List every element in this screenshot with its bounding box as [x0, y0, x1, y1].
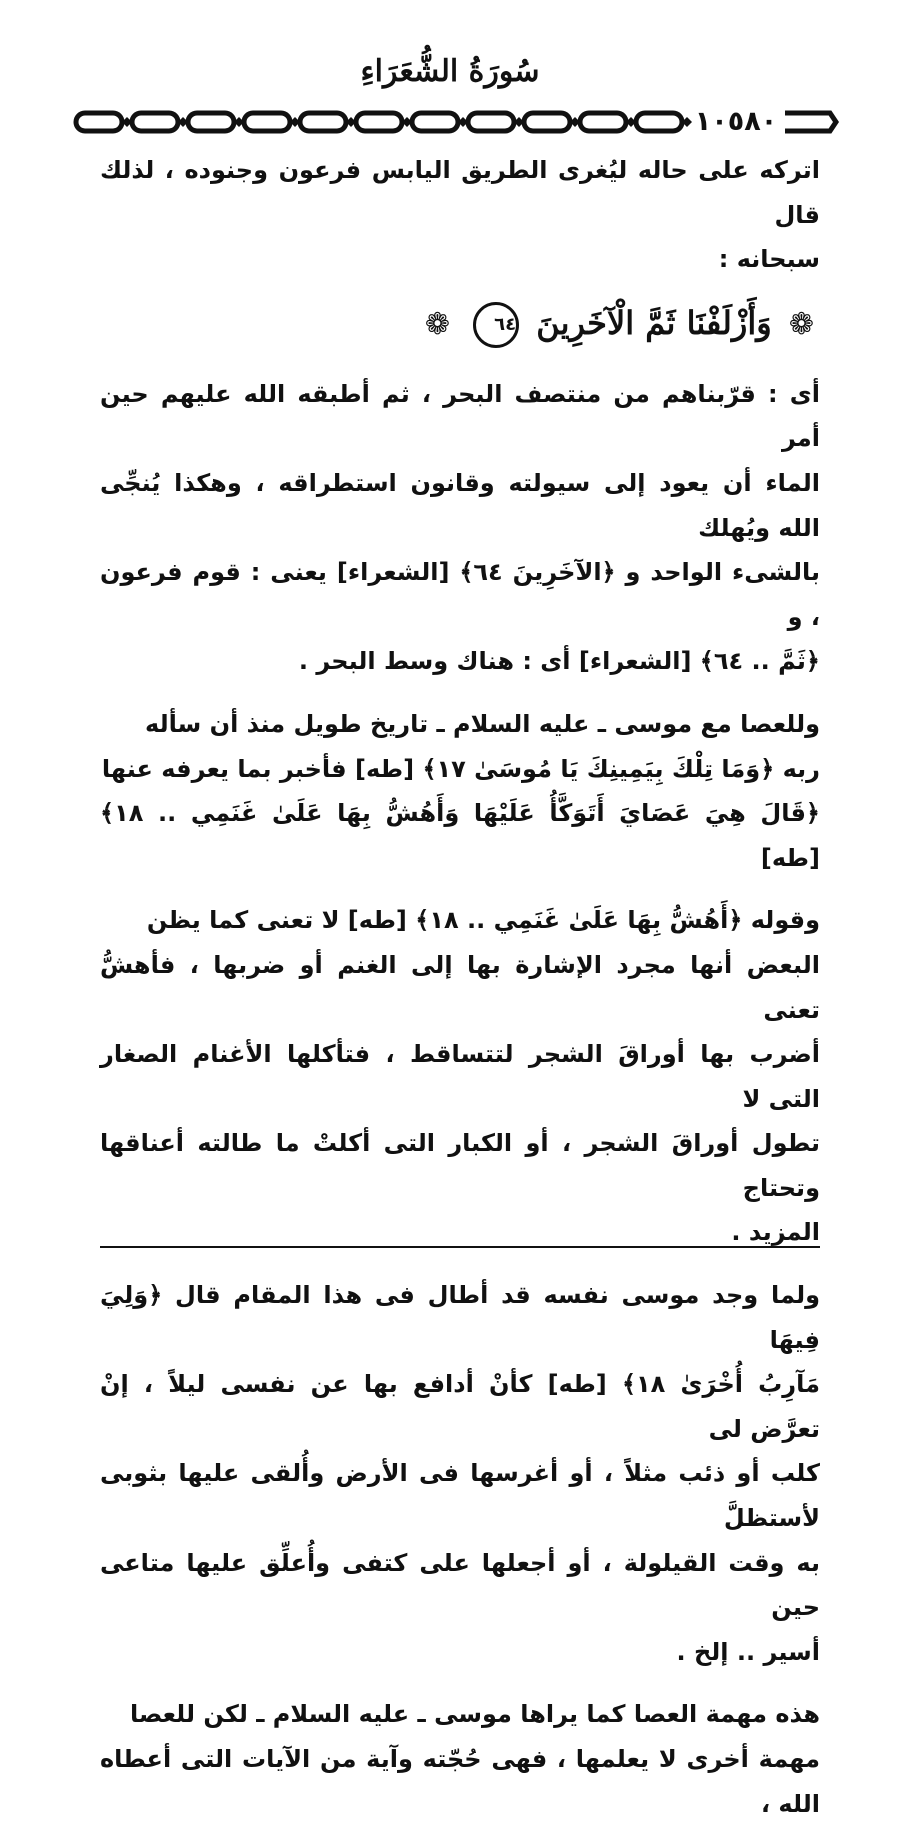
text-line: كلب أو ذئب مثلاً ، أو أغرسها فى الأرض وأُلقى عليها بثوبى لأستظلَّ: [100, 1459, 820, 1533]
verse-number-badge: ٦٤: [473, 302, 519, 348]
text-line: سبحانه :: [718, 245, 820, 274]
text-line: البعض أنها مجرد الإشارة بها إلى الغنم أو ضربها ، فأهشُّ تعنى: [100, 950, 820, 1024]
flower-ornament-icon: ❁: [424, 306, 450, 342]
text-line: تطول أوراقَ الشجر ، أو الكبار التى أكلتْ ما طالته أعناقها وتحتاج: [100, 1129, 820, 1202]
text-line: وللعصا مع موسى ـ عليه السلام ـ تاريخ طويل منذ أن سأله: [145, 709, 820, 738]
text-line: مَآرِبُ أُخْرَىٰ ١٨﴾ [طه] كأنْ أدافع بها عن نفسى ليلاً ، إنْ تعرَّض لى: [100, 1370, 820, 1443]
text-line: به وقت القيلولة ، أو أجعلها على كتفى وأُعلِّق عليها متاعى حين: [100, 1548, 820, 1622]
quran-verse-display: [100, 294, 820, 352]
text-line: مهمة أخرى لا يعلمها ، فهى حُجّته وآية من الآيات التى أعطاه الله ،: [100, 1745, 820, 1818]
paragraph-1: [100, 148, 820, 282]
paragraph-4: [100, 898, 820, 1255]
text-line: أسير .. إلخ .: [676, 1637, 820, 1666]
text-line: وقوله ﴿أَهُشُّ بِهَا عَلَىٰ غَنَمِي .. ١٨﴾ [طه] لا تعنى كما يظن: [146, 906, 820, 935]
footer-rule: [100, 1246, 820, 1248]
flower-ornament-icon: ❁: [788, 306, 814, 342]
text-line: الماء أن يعود إلى سيولته وقانون استطراقه ، وهكذا يُنجِّى الله ويُهلك: [100, 468, 820, 542]
text-line: بالشىء الواحد و ﴿الآخَرِينَ ٦٤﴾ [الشعراء] يعنى : قوم فرعون ، و: [100, 558, 820, 631]
body-text: [100, 148, 820, 1826]
text-line: أى : قرّبناهم من منتصف البحر ، ثم أطبقه الله عليهم حين أمر: [100, 379, 820, 453]
verse-text: وَأَزْلَفْنَا ثَمَّ الْآخَرِينَ: [536, 303, 772, 342]
text-line: هذه مهمة العصا كما يراها موسى ـ عليه السلام ـ لكن للعصا: [129, 1700, 820, 1729]
surah-title: سُورَةُ الشُّعَرَاءِ: [360, 54, 540, 89]
text-line: المزيد .: [731, 1218, 820, 1247]
text-line: ﴿قَالَ هِيَ عَصَايَ أَتَوَكَّأُ عَلَيْهَا وَأَهُشُّ بِهَا عَلَىٰ غَنَمِي .. ١٨﴾ [طه]: [100, 799, 820, 872]
text-line: ﴿ثَمَّ .. ٦٤﴾ [الشعراء] أى : هناك وسط البحر .: [298, 647, 820, 676]
text-line: اتركه على حاله ليُغرى الطريق اليابس فرعون وجنوده ، لذلك قال: [100, 156, 820, 229]
text-line: ولما وجد موسى نفسه قد أطال فى هذا المقام قال ﴿وَلِيَ فِيهَا: [100, 1281, 820, 1354]
paragraph-6: [100, 1692, 820, 1826]
paragraph-2: [100, 372, 820, 684]
paragraph-3: [100, 702, 820, 880]
text-line: ربه ﴿وَمَا تِلْكَ بِيَمِينِكَ يَا مُوسَىٰ ١٧﴾ [طه] فأخبر بما يعرفه عنها: [101, 754, 820, 783]
page-number: ١٠٥٨٠: [694, 106, 778, 137]
paragraph-5: [100, 1273, 820, 1674]
text-line: أضرب بها أوراقَ الشجر لتتساقط ، فتأكلها الأغنام الصغار التى لا: [100, 1040, 820, 1113]
